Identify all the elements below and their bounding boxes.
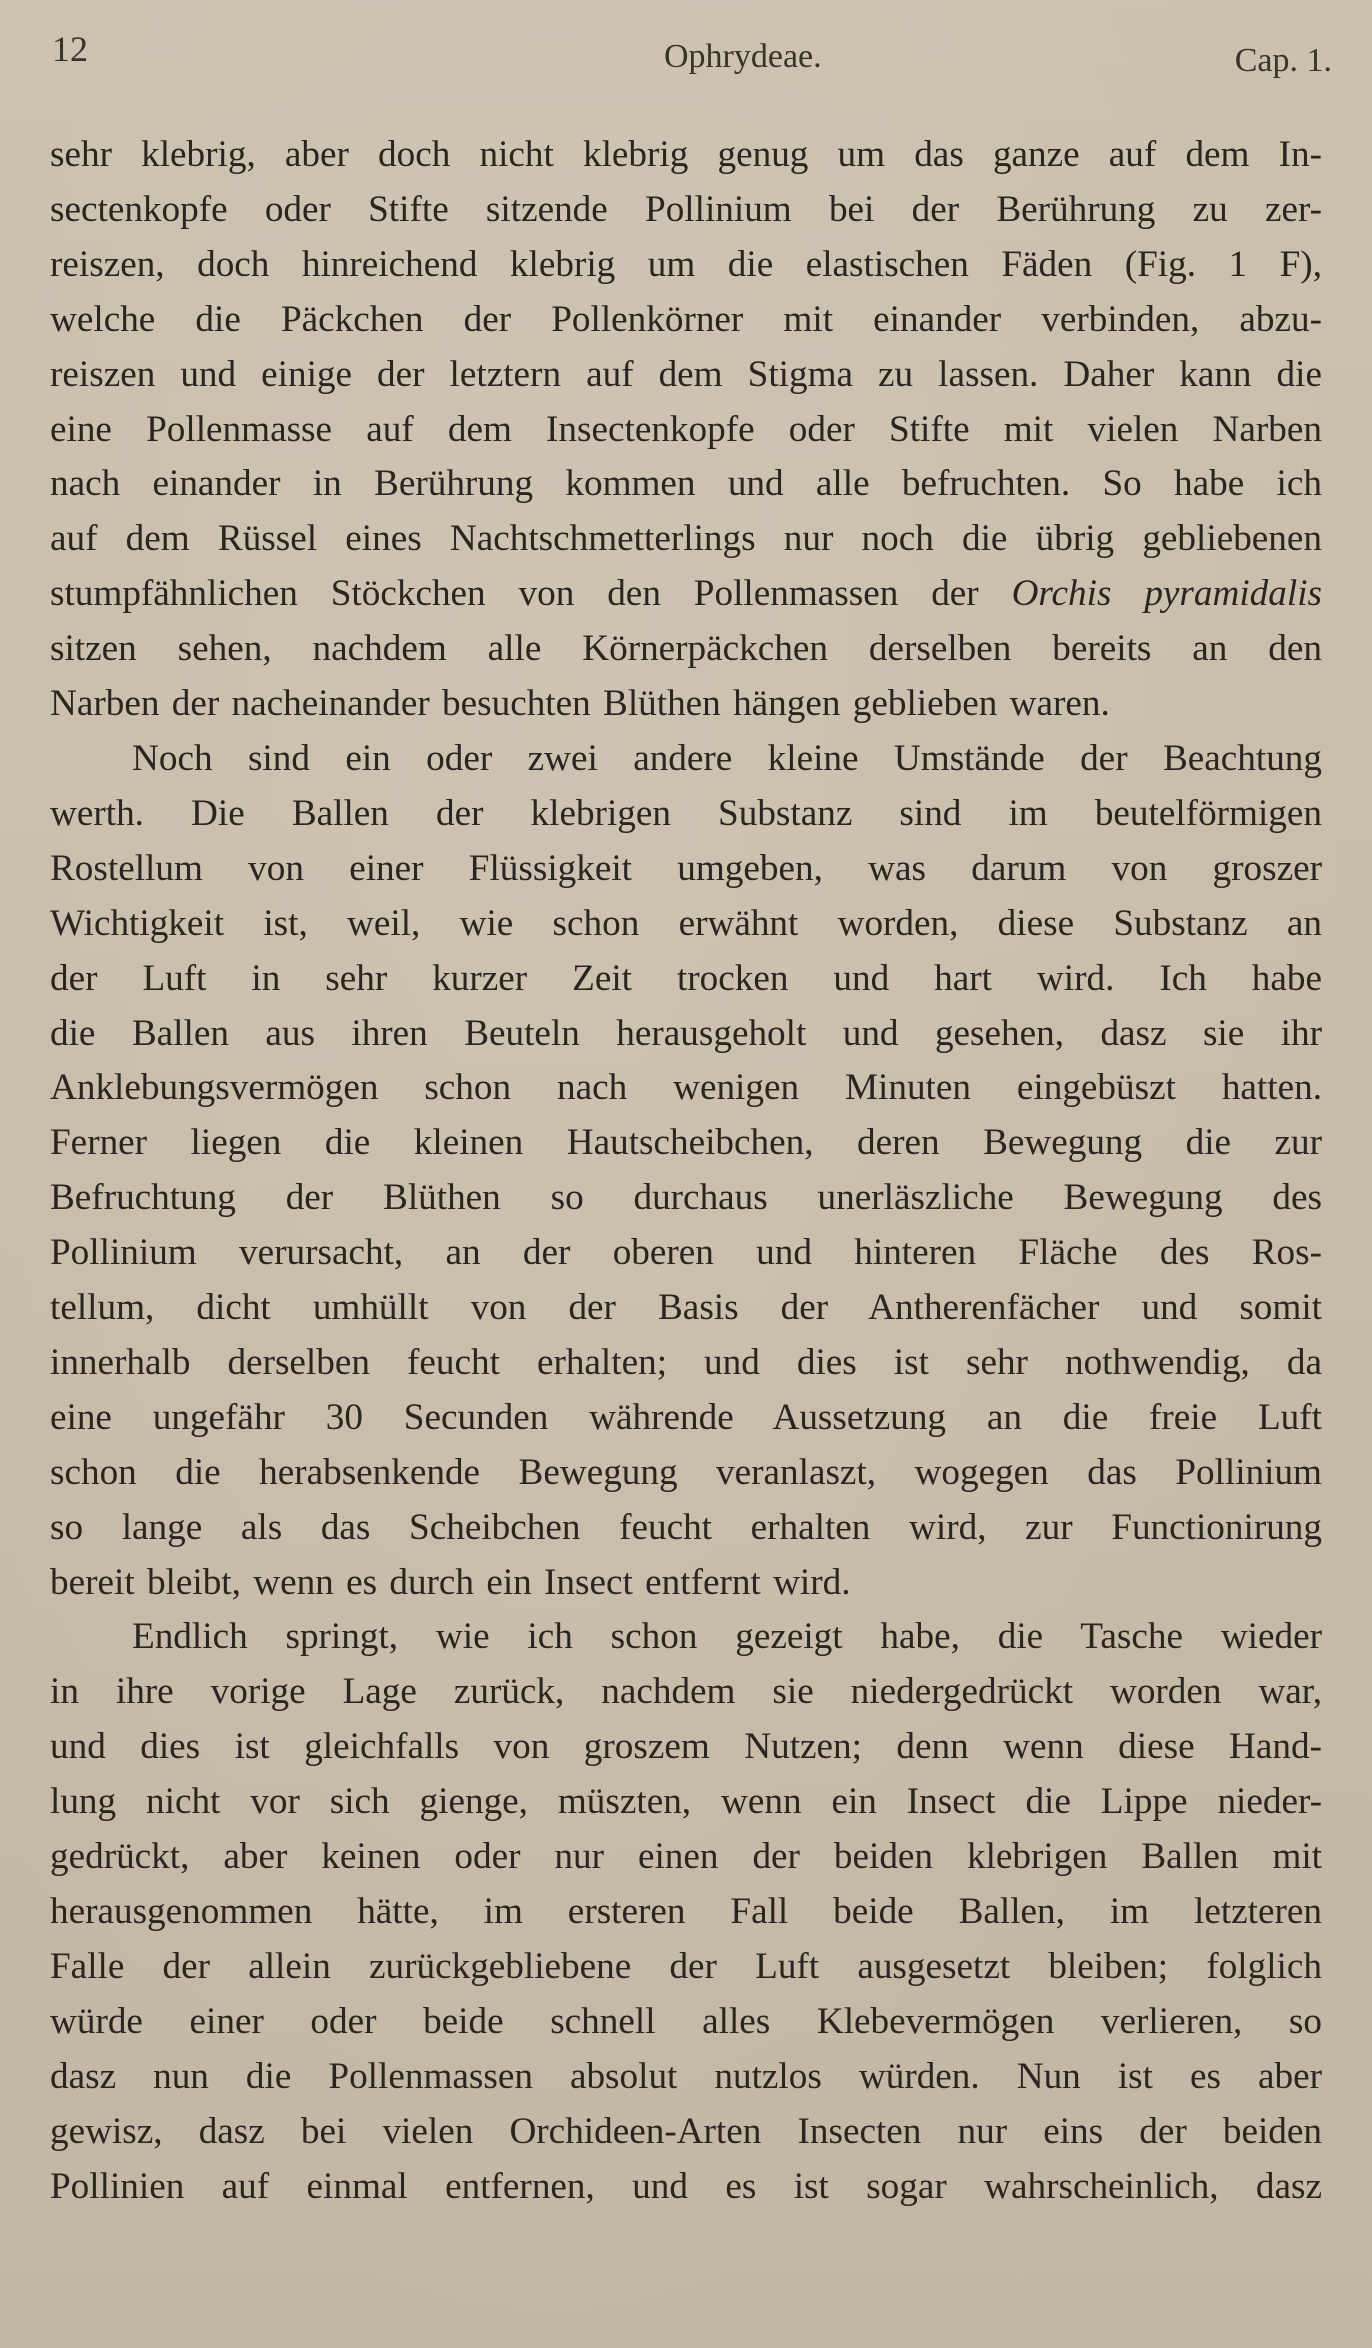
text-line: und dies ist gleichfalls von groszem Nutzen; denn wenn diese Hand- [50,1726,1322,1768]
paragraph-1 [50,128,1322,732]
text-line: eine ungefähr 30 Secunden währende Aussetzung an die freie Luft [50,1396,1322,1438]
text-line: Befruchtung der Blüthen so durchaus unerläszliche Bewegung des [50,1177,1322,1219]
text-line: Noch sind ein oder zwei andere kleine Umstände der Beachtung [132,737,1322,779]
text-line: tellum, dicht umhüllt von der Basis der Antherenfächer und somit [50,1287,1322,1329]
text-line: stumpfähnlichen Stöckchen von den Pollenmassen der Orchis pyramidalis [50,573,1322,615]
text-line: gewisz, dasz bei vielen Orchideen-Arten Insecten nur eins der beiden [50,2110,1322,2152]
text-line: Pollinium verursacht, an der oberen und hinteren Fläche des Ros- [50,1232,1322,1274]
text-line: Narben der nacheinander besuchten Blüthen hängen geblieben waren. [50,683,1110,725]
text-line: auf dem Rüssel eines Nachtschmetterlings nur noch die übrig gebliebenen [50,518,1322,560]
text-line: reiszen, doch hinreichend klebrig um die elastischen Fäden (Fig. 1 F), [50,243,1322,285]
text-line: Ferner liegen die kleinen Hautscheibchen, deren Bewegung die zur [50,1122,1322,1164]
text-line: die Ballen aus ihren Beuteln herausgeholt und gesehen, dasz sie ihr [50,1012,1322,1054]
page-number: 12 [52,29,88,69]
body-text [50,128,1322,2214]
text-line: Pollinien auf einmal entfernen, und es ist sogar wahrscheinlich, dasz [50,2165,1322,2207]
text-line: nach einander in Berührung kommen und alle befruchten. So habe ich [50,463,1322,505]
text-line: in ihre vorige Lage zurück, nachdem sie niedergedrückt worden war, [50,1671,1322,1713]
paragraph-3 [50,1610,1322,2214]
text-line: Endlich springt, wie ich schon gezeigt habe, die Tasche wieder [132,1616,1322,1658]
text-line: gedrückt, aber keinen oder nur einen der beiden klebrigen Ballen mit [50,1836,1322,1878]
text-line: sitzen sehen, nachdem alle Körnerpäckchen derselben bereits an den [50,628,1322,670]
text-line: würde einer oder beide schnell alles Klebevermögen verlieren, so [50,2000,1322,2042]
text-line: Falle der allein zurückgebliebene der Luft ausgesetzt bleiben; folglich [50,1945,1322,1987]
chapter-label: Cap. 1. [1234,42,1332,79]
text-line: werth. Die Ballen der klebrigen Substanz sind im beutelförmigen [50,792,1322,834]
text-line: Wichtigkeit ist, weil, wie schon erwähnt worden, diese Substanz an [50,902,1322,944]
text-line: Anklebungsvermögen schon nach wenigen Minuten eingebüszt hatten. [50,1067,1322,1109]
species-name: Orchis pyramidalis [1011,573,1322,615]
page-header [52,28,1332,88]
text-line: so lange als das Scheibchen feucht erhalten wird, zur Functionirung [50,1506,1322,1548]
text-line: Rostellum von einer Flüssigkeit umgeben, was darum von groszer [50,847,1322,889]
running-title: Ophrydeae. [664,38,822,75]
text-line: herausgenommen hätte, im ersteren Fall beide Ballen, im letzteren [50,1891,1322,1932]
text-line: sehr klebrig, aber doch nicht klebrig genug um das ganze auf dem In- [50,134,1322,175]
text-line: eine Pollenmasse auf dem Insectenkopfe oder Stifte mit vielen Narben [50,408,1322,450]
text-line: schon die herabsenkende Bewegung veranlaszt, wogegen das Pollinium [50,1451,1322,1493]
paragraph-2 [50,732,1322,1611]
text-line: innerhalb derselben feucht erhalten; und dies ist sehr nothwendig, da [50,1341,1322,1383]
text-line: der Luft in sehr kurzer Zeit trocken und hart wird. Ich habe [50,957,1322,999]
text-line: bereit bleibt, wenn es durch ein Insect entfernt wird. [50,1561,851,1603]
text-line: welche die Päckchen der Pollenkörner mit einander verbinden, abzu- [50,298,1322,340]
text-line: dasz nun die Pollenmassen absolut nutzlos würden. Nun ist es aber [50,2055,1322,2097]
text-line: reiszen und einige der letztern auf dem Stigma zu lassen. Daher kann die [50,353,1322,395]
text-line: sectenkopfe oder Stifte sitzende Pollinium bei der Berührung zu zer- [50,188,1322,230]
text-line: lung nicht vor sich gienge, müszten, wenn ein Insect die Lippe nieder- [50,1781,1322,1823]
